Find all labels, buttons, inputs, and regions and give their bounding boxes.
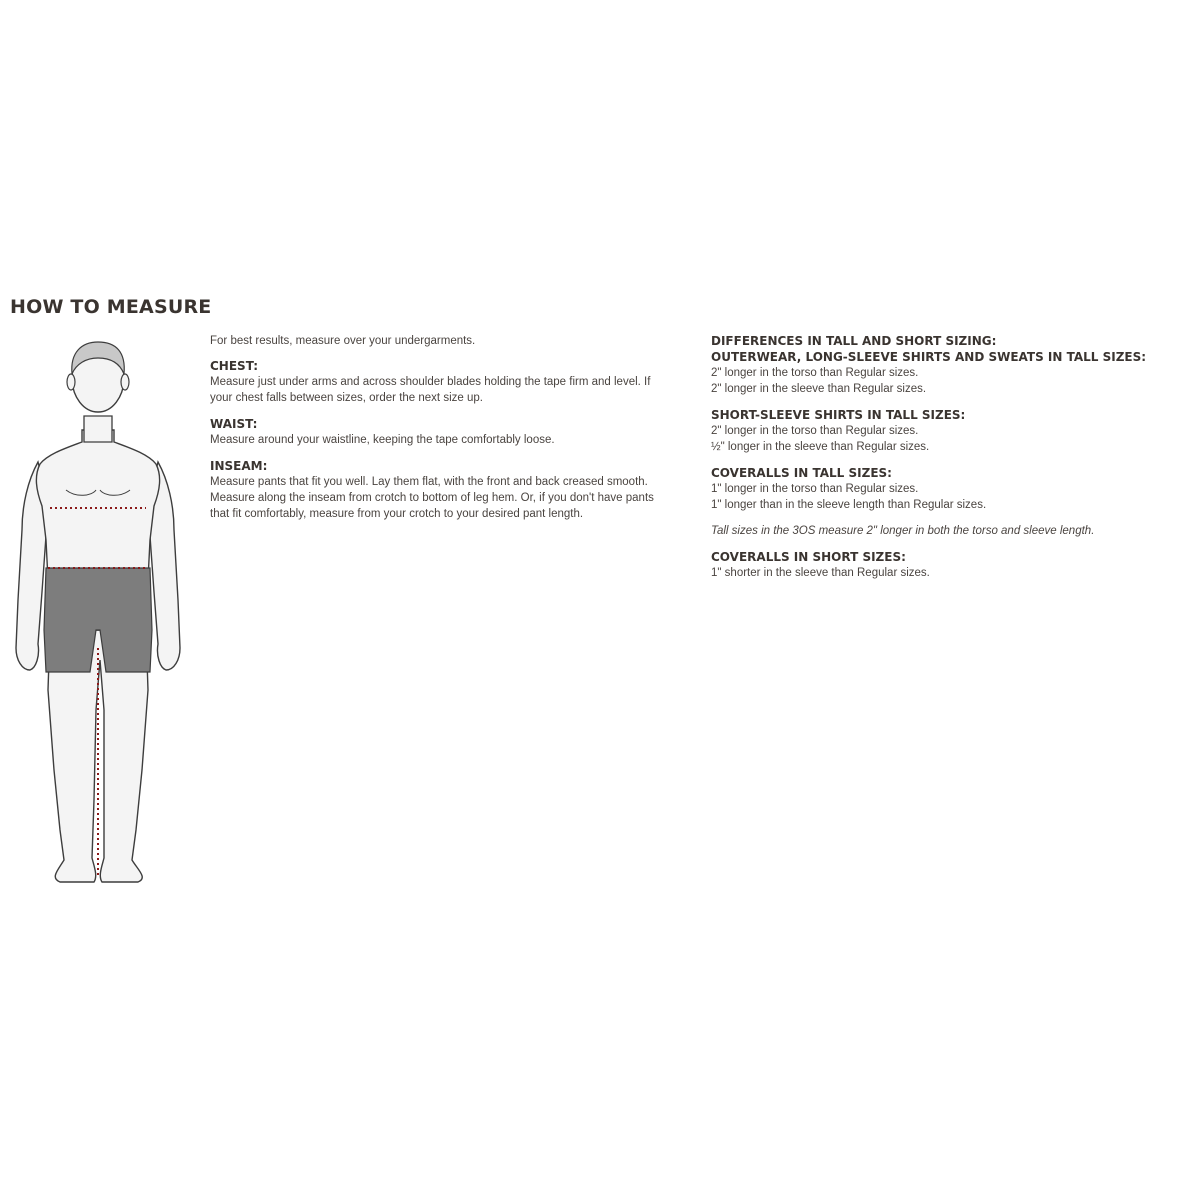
chest-text: Measure just under arms and across shoulder blades holding the tape firm and level. If your chest falls between sizes, order the next size up. <box>210 376 651 404</box>
outerwear-tall-line: 2" longer in the sleeve than Regular sizes. <box>711 383 927 395</box>
short-sleeve-tall-heading: SHORT-SLEEVE SHIRTS IN TALL SIZES: <box>711 408 966 422</box>
coveralls-tall-group <box>711 465 1181 513</box>
left-ear-shape <box>67 374 75 390</box>
intro-text: For best results, measure over your undergarments. <box>210 335 476 347</box>
outerwear-tall-group <box>711 349 1181 397</box>
short-sleeve-tall-group <box>711 407 1181 455</box>
sizing-differences <box>711 333 1181 591</box>
outerwear-tall-heading: OUTERWEAR, LONG-SLEEVE SHIRTS AND SWEATS IN TALL SIZES: <box>711 350 1147 364</box>
coveralls-tall-heading: COVERALLS IN TALL SIZES: <box>711 466 892 480</box>
page-title: HOW TO MEASURE <box>10 296 212 318</box>
right-ear-shape <box>121 374 129 390</box>
coveralls-tall-line: 1" longer than in the sleeve length than Regular sizes. <box>711 499 987 511</box>
chest-section <box>210 358 660 406</box>
tall-sizes-note: Tall sizes in the 3OS measure 2" longer in both the torso and sleeve length. <box>711 525 1095 537</box>
coveralls-short-line: 1" shorter in the sleeve than Regular sizes. <box>711 567 930 579</box>
measure-instructions <box>210 333 660 532</box>
waist-section <box>210 416 660 448</box>
body-measurement-figure-icon <box>8 330 188 890</box>
coveralls-short-heading: COVERALLS IN SHORT SIZES: <box>711 550 906 564</box>
inseam-section <box>210 458 660 522</box>
waist-heading: WAIST: <box>210 417 258 431</box>
body-figure <box>8 330 188 890</box>
coveralls-short-group <box>711 549 1181 581</box>
waist-text: Measure around your waistline, keeping the tape comfortably loose. <box>210 434 555 446</box>
short-sleeve-tall-line: ½" longer in the sleeve than Regular sizes. <box>711 441 930 453</box>
outerwear-tall-line: 2" longer in the torso than Regular sizes. <box>711 367 919 379</box>
coveralls-tall-line: 1" longer in the torso than Regular sizes. <box>711 483 919 495</box>
neck-shape <box>84 416 112 442</box>
inseam-text: Measure pants that fit you well. Lay them flat, with the front and back creased smooth. Measure along the inseam from crotch to bottom of leg hem. Or, if you don't have pants that fit comfortably, measure from your crotch to your desired pant length. <box>210 476 654 520</box>
differences-main-heading: DIFFERENCES IN TALL AND SHORT SIZING: <box>711 334 997 348</box>
chest-heading: CHEST: <box>210 359 259 373</box>
inseam-heading: INSEAM: <box>210 459 268 473</box>
short-sleeve-tall-line: 2" longer in the torso than Regular sizes. <box>711 425 919 437</box>
